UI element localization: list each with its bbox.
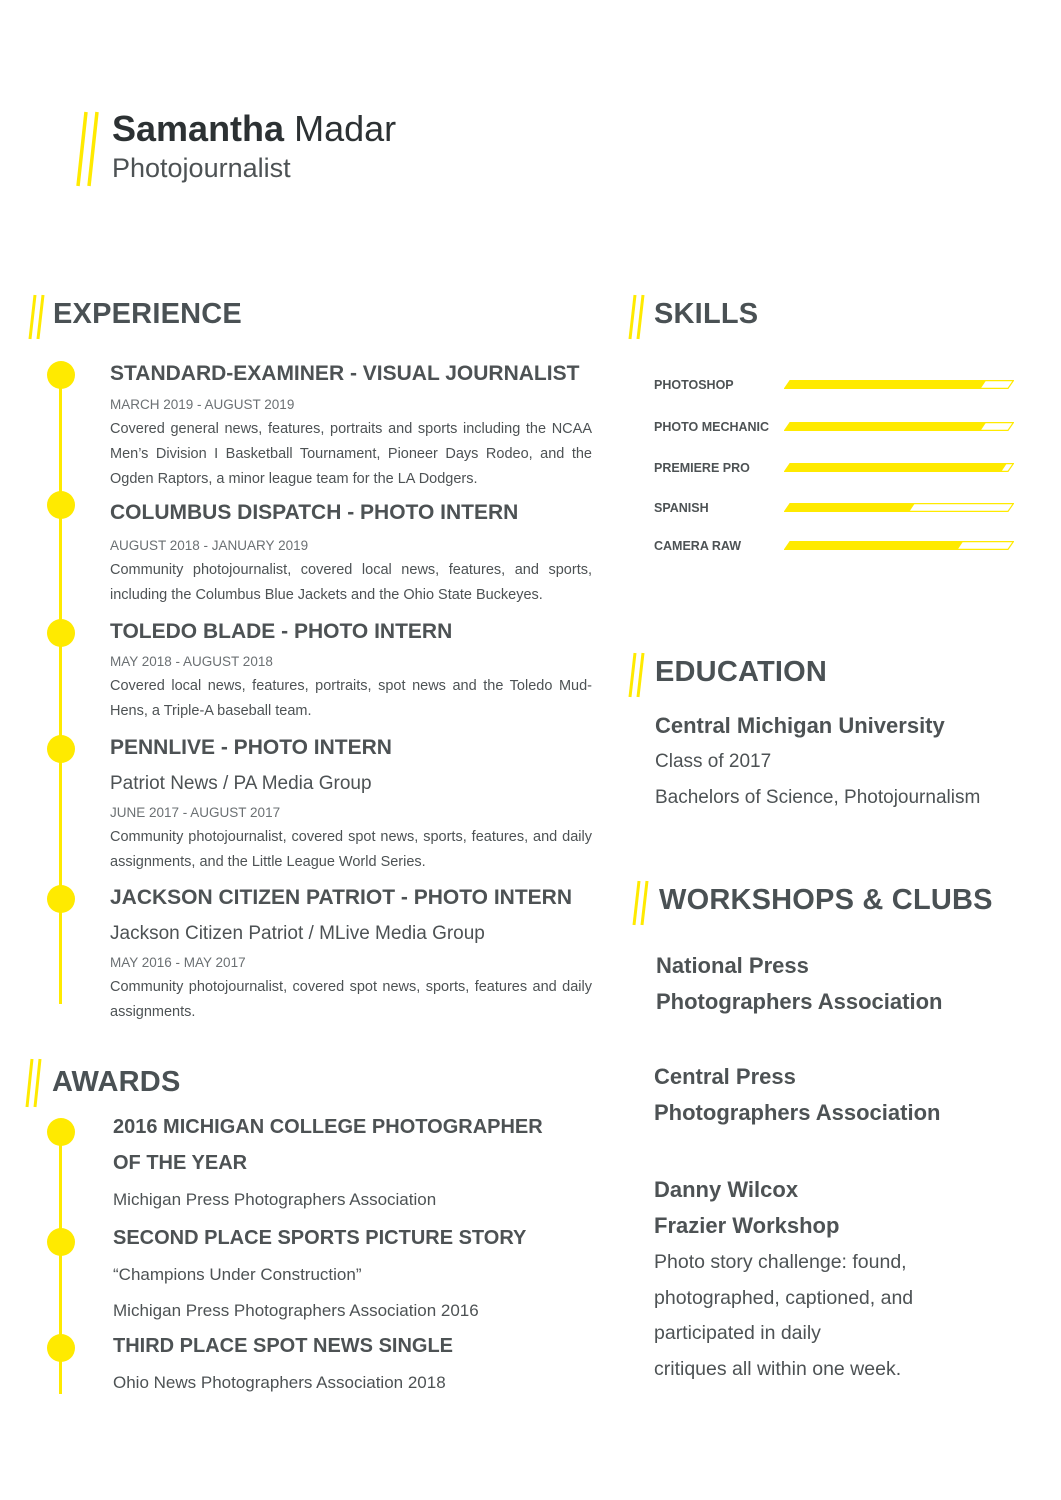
timeline-dot xyxy=(47,491,75,519)
award-title xyxy=(113,1109,543,1181)
skill-bar-fill xyxy=(784,503,915,512)
job-title: PENNLIVE - PHOTO INTERN xyxy=(110,736,392,759)
skill-bar xyxy=(784,422,1014,431)
header-slash-icon xyxy=(76,110,96,188)
education-slash-icon xyxy=(628,652,648,698)
skills-slash-icon xyxy=(628,294,648,340)
workshop-desc-line: photographed, captioned, and xyxy=(654,1286,914,1309)
skill-bar-fill xyxy=(784,422,986,431)
workshop-description xyxy=(654,1245,974,1387)
awards-slash-icon xyxy=(25,1058,45,1108)
award-org: Ohio News Photographers Association 2018 xyxy=(113,1373,446,1392)
workshop-desc-line: participated in daily xyxy=(654,1322,821,1344)
job-dates: JUNE 2017 - AUGUST 2017 xyxy=(110,805,281,820)
workshop-desc-line: Photo story challenge: found, xyxy=(654,1251,907,1273)
timeline-dot xyxy=(47,1228,75,1256)
job-dates: MARCH 2019 - AUGUST 2019 xyxy=(110,397,295,412)
skill-bar xyxy=(784,503,1014,512)
skill-bar-fill xyxy=(784,380,986,389)
skill-bar xyxy=(784,541,1014,550)
workshop-item xyxy=(654,1059,1014,1131)
job-description: Community photojournalist, covered local news, features, and sports, including the Columbus Blue Jackets and the Ohio State Buckeyes. xyxy=(110,562,592,603)
workshops-heading: WORKSHOPS & CLUBS xyxy=(659,884,993,916)
workshop-line: Central Press xyxy=(654,1064,796,1089)
job-subtitle: Jackson Citizen Patriot / MLive Media Group xyxy=(110,923,485,944)
award-org: Michigan Press Photographers Association xyxy=(113,1190,437,1209)
job-dates: MAY 2018 - AUGUST 2018 xyxy=(110,654,273,669)
awards-heading: AWARDS xyxy=(52,1066,181,1098)
timeline-dot xyxy=(47,619,75,647)
skill-bar xyxy=(784,463,1014,472)
timeline-dot xyxy=(47,1118,75,1146)
skill-label: CAMERA RAW xyxy=(654,539,742,553)
skill-label: PHOTO MECHANIC xyxy=(654,420,770,434)
job-description: Community photojournalist, covered spot news, sports, features, and daily assignments, and the Little League World Series. xyxy=(110,829,592,870)
workshop-line: National Press xyxy=(656,953,809,978)
job-title: TOLEDO BLADE - PHOTO INTERN xyxy=(110,620,453,643)
skill-label: SPANISH xyxy=(654,501,709,515)
award-title: SECOND PLACE SPORTS PICTURE STORY xyxy=(113,1227,527,1249)
first-name: Samantha xyxy=(112,108,285,149)
last-name: Madar xyxy=(294,108,397,149)
candidate-title: Photojournalist xyxy=(112,153,291,183)
workshop-line: Photographers Association xyxy=(656,989,943,1014)
school-name: Central Michigan University xyxy=(655,713,945,738)
skill-label: PHOTOSHOP xyxy=(654,378,734,392)
job-dates: AUGUST 2018 - JANUARY 2019 xyxy=(110,538,309,553)
job-title: JACKSON CITIZEN PATRIOT - PHOTO INTERN xyxy=(110,886,573,909)
workshop-item xyxy=(656,948,1016,1020)
candidate-name xyxy=(112,108,396,150)
skill-bar-fill xyxy=(784,541,963,550)
workshop-item xyxy=(654,1172,1014,1244)
job-description: Covered local news, features, portraits, spot news and the Toledo Mud-Hens, a Triple-A baseball team. xyxy=(110,678,592,719)
experience-heading: EXPERIENCE xyxy=(53,298,242,330)
job-subtitle: Patriot News / PA Media Group xyxy=(110,773,372,794)
job-title: STANDARD-EXAMINER - VISUAL JOURNALIST xyxy=(110,362,580,385)
job-description: Community photojournalist, covered spot news, sports, features and daily assignments. xyxy=(110,979,592,1020)
skill-bar xyxy=(784,380,1014,389)
degree: Bachelors of Science, Photojournalism xyxy=(655,787,981,808)
workshop-line: Photographers Association xyxy=(654,1100,941,1125)
workshop-line: Danny Wilcox xyxy=(654,1177,799,1202)
experience-slash-icon xyxy=(28,294,48,340)
timeline-dot xyxy=(47,1334,75,1362)
workshops-slash-icon xyxy=(632,880,652,926)
job-dates: MAY 2016 - MAY 2017 xyxy=(110,955,246,970)
workshop-desc-line: critiques all within one week. xyxy=(654,1357,902,1380)
class-year: Class of 2017 xyxy=(655,751,772,772)
timeline-dot xyxy=(47,885,75,913)
award-org: Michigan Press Photographers Association 2016 xyxy=(113,1301,479,1320)
skill-label: PREMIERE PRO xyxy=(654,461,750,475)
education-heading: EDUCATION xyxy=(655,656,828,688)
skills-heading: SKILLS xyxy=(654,298,759,330)
award-title: THIRD PLACE SPOT NEWS SINGLE xyxy=(113,1335,454,1357)
job-description: Covered general news, features, portraits and sports including the NCAA Men’s Division I Basketball Tournament, Pioneer Days Rodeo, and the Ogden Raptors, a minor league team for the LA Dodgers. xyxy=(110,421,592,487)
skill-bar-fill xyxy=(784,463,1007,472)
award-title-line: OF THE YEAR xyxy=(113,1152,248,1174)
award-story: “Champions Under Construction” xyxy=(113,1265,362,1284)
workshop-line: Frazier Workshop xyxy=(654,1213,840,1238)
timeline-dot xyxy=(47,361,75,389)
award-title-line: 2016 MICHIGAN COLLEGE PHOTOGRAPHER xyxy=(113,1116,543,1138)
job-title: COLUMBUS DISPATCH - PHOTO INTERN xyxy=(110,501,519,524)
timeline-dot xyxy=(47,735,75,763)
